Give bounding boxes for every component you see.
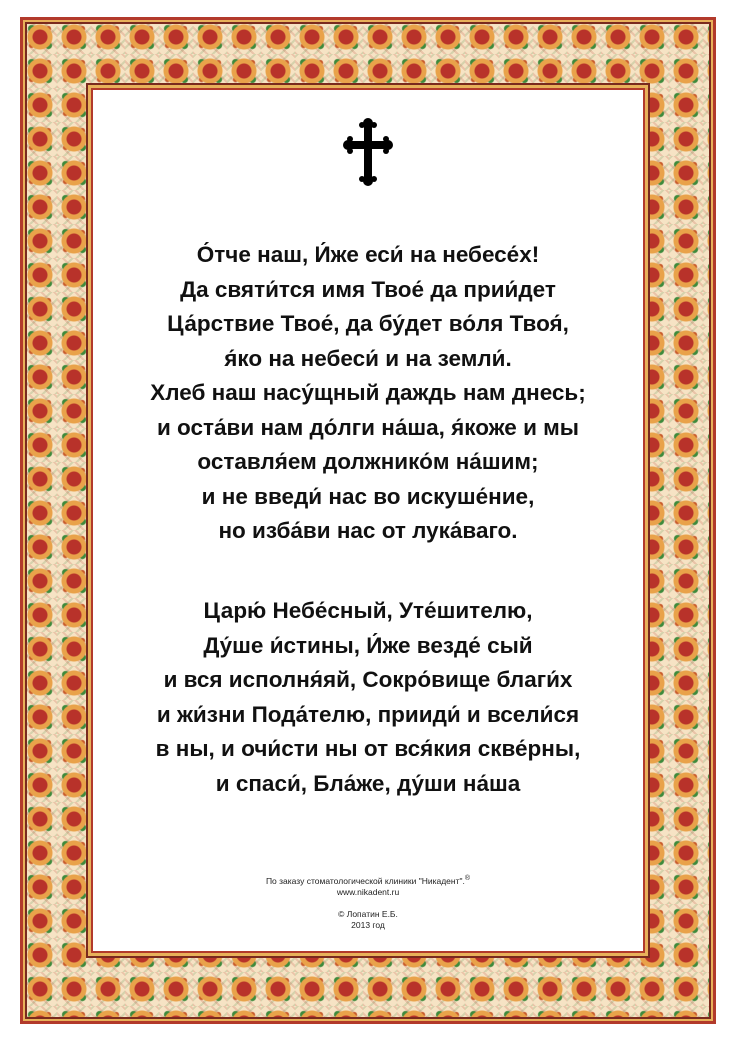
copyright-text: © Лопатин Е.Б. bbox=[338, 909, 398, 919]
prayer-line: в ны, и очи́сти ны от вся́кия скве́рны, bbox=[155, 736, 581, 761]
cross-icon bbox=[340, 117, 396, 187]
footer-credits bbox=[96, 873, 640, 898]
prayer-line: и не введи́ нас во искуше́ние, bbox=[201, 483, 535, 509]
prayer-our-father bbox=[96, 238, 640, 549]
prayer-line: и оста́ви нам до́лги на́ша, я́коже и мы bbox=[156, 414, 580, 440]
prayer-heavenly-king bbox=[96, 594, 640, 801]
prayer-line: но изба́ви нас от лука́ваго. bbox=[218, 518, 518, 543]
prayer-line: Хлеб наш насу́щный даждь нам днесь; bbox=[150, 380, 586, 405]
prayer-line: оставля́ем должнико́м на́шим; bbox=[197, 449, 539, 474]
prayer-line: и жи́зни Пода́телю, прииди́ и всели́ся bbox=[156, 701, 580, 727]
footer-order-line bbox=[96, 873, 640, 887]
prayer-line: О́тче наш, И́же еси́ на небесе́х! bbox=[196, 242, 540, 267]
order-text: По заказу стоматологической клиники "Никадент". bbox=[265, 875, 465, 886]
prayer-line: и вся исполня́яй, Сокро́вище благи́х bbox=[163, 667, 573, 692]
prayer-line: и спаси́, Бла́же, ду́ши на́ша bbox=[215, 770, 521, 796]
prayer-line: Ду́ше и́стины, И́же везде́ сый bbox=[203, 632, 533, 658]
prayer-line: Царю́ Небе́сный, Уте́шителю, bbox=[203, 598, 533, 623]
prayer-line: Ца́рствие Твое́, да бу́дет во́ля Твоя́, bbox=[167, 311, 569, 336]
footer-copyright bbox=[96, 909, 640, 931]
year-text: 2013 год bbox=[351, 920, 385, 930]
registered-mark: ® bbox=[464, 875, 471, 882]
prayer-line: Да святи́тся имя Твое́ да прии́дет bbox=[180, 276, 556, 302]
footer-website[interactable]: www.nikadent.ru bbox=[336, 886, 400, 897]
prayer-line: я́ко на небеси́ и на земли́. bbox=[224, 345, 512, 371]
